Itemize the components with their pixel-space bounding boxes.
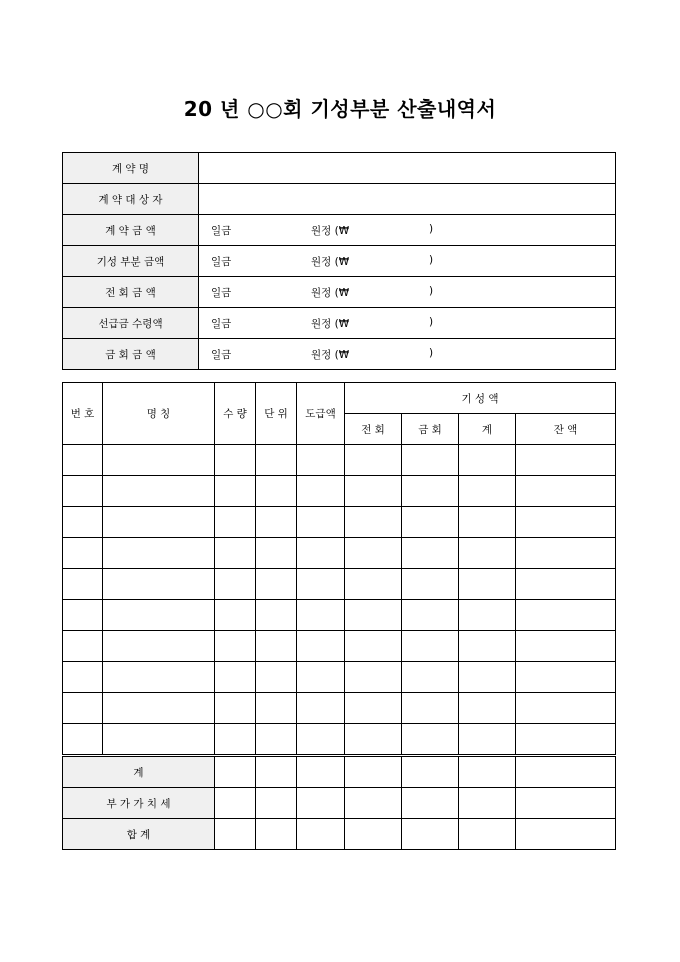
table-cell[interactable] [516,569,616,600]
table-cell[interactable] [63,693,103,724]
table-cell[interactable] [297,662,345,693]
table-cell[interactable] [256,476,297,507]
table-cell[interactable] [297,538,345,569]
info-row [63,184,616,215]
table-cell[interactable] [256,819,297,850]
table-cell[interactable] [103,507,215,538]
summary-row [63,756,616,788]
table-cell[interactable] [345,788,402,819]
table-cell[interactable] [459,569,516,600]
info-row [63,339,616,370]
money-close: ) [429,253,434,266]
table-cell[interactable] [63,662,103,693]
table-cell[interactable] [215,507,256,538]
table-cell[interactable] [402,507,459,538]
table-cell[interactable] [215,662,256,693]
money-close: ) [429,346,434,359]
table-cell[interactable] [459,445,516,476]
table-cell[interactable] [459,631,516,662]
table-cell[interactable] [345,569,402,600]
table-cell[interactable] [459,693,516,724]
table-cell[interactable] [63,476,103,507]
info-label: 금 회 금 액 [63,339,199,370]
table-cell[interactable] [402,756,459,788]
table-cell[interactable] [297,600,345,631]
table-cell[interactable] [103,538,215,569]
table-cell[interactable] [63,445,103,476]
table-cell[interactable] [516,662,616,693]
table-row [63,476,616,507]
table-cell[interactable] [103,476,215,507]
info-row [63,153,616,184]
money-suffix: 원정 (₩ [311,286,350,299]
money-prefix: 일금 [211,317,232,330]
header-quantity: 수 량 [215,383,256,445]
progress-detail-table [62,382,616,850]
money-prefix: 일금 [211,224,232,237]
money-close: ) [429,222,434,235]
table-cell[interactable] [345,662,402,693]
table-cell[interactable] [402,788,459,819]
table-cell[interactable] [297,819,345,850]
table-cell[interactable] [297,724,345,756]
table-cell[interactable] [63,507,103,538]
info-value[interactable] [199,246,616,277]
table-cell[interactable] [215,569,256,600]
summary-label: 합 계 [63,819,215,850]
table-cell[interactable] [103,445,215,476]
table-cell[interactable] [516,445,616,476]
table-cell[interactable] [103,693,215,724]
table-cell[interactable] [256,724,297,756]
info-row [63,308,616,339]
table-cell[interactable] [215,538,256,569]
table-cell[interactable] [345,756,402,788]
table-cell[interactable] [402,538,459,569]
table-cell[interactable] [516,600,616,631]
table-cell[interactable] [516,724,616,756]
table-cell[interactable] [516,819,616,850]
table-cell[interactable] [256,788,297,819]
table-cell[interactable] [63,538,103,569]
table-cell[interactable] [215,819,256,850]
info-label: 기성 부분 금액 [63,246,199,277]
table-cell[interactable] [516,693,616,724]
table-cell[interactable] [215,600,256,631]
table-cell[interactable] [345,538,402,569]
info-value[interactable] [199,184,616,215]
money-suffix: 원정 (₩ [311,224,350,237]
summary-label: 계 [63,756,215,788]
table-cell[interactable] [215,476,256,507]
table-row [63,445,616,476]
table-cell[interactable] [402,819,459,850]
table-cell[interactable] [215,445,256,476]
table-cell[interactable] [63,724,103,756]
table-cell[interactable] [345,693,402,724]
table-cell[interactable] [256,631,297,662]
table-cell[interactable] [297,445,345,476]
table-cell[interactable] [459,538,516,569]
table-cell[interactable] [345,445,402,476]
table-cell[interactable] [516,538,616,569]
money-suffix: 원정 (₩ [311,348,350,361]
header-name: 명 칭 [103,383,215,445]
table-cell[interactable] [345,600,402,631]
table-cell[interactable] [63,600,103,631]
table-cell[interactable] [297,631,345,662]
table-cell[interactable] [402,600,459,631]
table-cell[interactable] [256,756,297,788]
table-cell[interactable] [103,569,215,600]
table-cell[interactable] [459,756,516,788]
table-cell[interactable] [459,507,516,538]
table-row [63,507,616,538]
table-cell[interactable] [297,507,345,538]
table-cell[interactable] [516,788,616,819]
info-value[interactable] [199,339,616,370]
table-row [63,631,616,662]
table-cell[interactable] [402,693,459,724]
table-cell[interactable] [297,756,345,788]
table-cell[interactable] [516,631,616,662]
header-total: 계 [459,414,516,445]
table-cell[interactable] [459,788,516,819]
table-cell[interactable] [402,476,459,507]
summary-label: 부 가 가 치 세 [63,788,215,819]
info-value[interactable] [199,277,616,308]
info-value[interactable] [199,308,616,339]
table-cell[interactable] [459,724,516,756]
info-row [63,277,616,308]
header-contract-amount: 도급액 [297,383,345,445]
header-unit: 단 위 [256,383,297,445]
table-cell[interactable] [402,631,459,662]
table-row [63,538,616,569]
table-cell[interactable] [256,662,297,693]
info-label: 계 약 명 [63,153,199,184]
table-cell[interactable] [256,507,297,538]
money-prefix: 일금 [211,348,232,361]
table-cell[interactable] [215,756,256,788]
money-prefix: 일금 [211,286,232,299]
table-cell[interactable] [103,662,215,693]
table-cell[interactable] [402,569,459,600]
money-prefix: 일금 [211,255,232,268]
info-value[interactable] [199,153,616,184]
table-cell[interactable] [345,507,402,538]
table-cell[interactable] [103,600,215,631]
table-cell[interactable] [215,788,256,819]
table-cell[interactable] [345,724,402,756]
table-cell[interactable] [256,538,297,569]
info-row [63,215,616,246]
info-label: 전 회 금 액 [63,277,199,308]
table-cell[interactable] [297,476,345,507]
table-cell[interactable] [516,476,616,507]
table-cell[interactable] [345,476,402,507]
header-balance: 잔 액 [516,414,616,445]
table-cell[interactable] [402,662,459,693]
money-suffix: 원정 (₩ [311,317,350,330]
table-row [63,724,616,756]
table-cell[interactable] [459,662,516,693]
info-value[interactable] [199,215,616,246]
table-cell[interactable] [256,600,297,631]
table-row [63,693,616,724]
document-title: 20 년 ○○회 기성부분 산출내역서 [183,97,497,121]
summary-row [63,788,616,819]
table-cell[interactable] [256,569,297,600]
info-label: 계 약 대 상 자 [63,184,199,215]
table-cell[interactable] [297,788,345,819]
header-progress-amount: 기 성 액 [345,383,616,414]
table-cell[interactable] [63,569,103,600]
table-cell[interactable] [256,693,297,724]
table-row [63,569,616,600]
info-row [63,246,616,277]
money-close: ) [429,284,434,297]
summary-row [63,819,616,850]
table-cell[interactable] [215,631,256,662]
table-cell[interactable] [215,693,256,724]
table-cell[interactable] [63,631,103,662]
table-cell[interactable] [459,600,516,631]
contract-info-table [62,152,616,370]
header-previous: 전 회 [345,414,402,445]
table-cell[interactable] [103,631,215,662]
info-label: 선급금 수령액 [63,308,199,339]
header-current: 금 회 [402,414,459,445]
table-row [63,600,616,631]
money-suffix: 원정 (₩ [311,255,350,268]
table-cell[interactable] [256,445,297,476]
table-cell[interactable] [345,631,402,662]
info-label: 계 약 금 액 [63,215,199,246]
header-number: 번 호 [63,383,103,445]
table-cell[interactable] [297,569,345,600]
table-cell[interactable] [402,724,459,756]
table-cell[interactable] [459,476,516,507]
table-cell[interactable] [215,724,256,756]
table-cell[interactable] [516,756,616,788]
table-cell[interactable] [459,819,516,850]
table-cell[interactable] [345,819,402,850]
money-close: ) [429,315,434,328]
table-cell[interactable] [402,445,459,476]
table-cell[interactable] [103,724,215,756]
table-row [63,662,616,693]
table-cell[interactable] [516,507,616,538]
table-cell[interactable] [297,693,345,724]
